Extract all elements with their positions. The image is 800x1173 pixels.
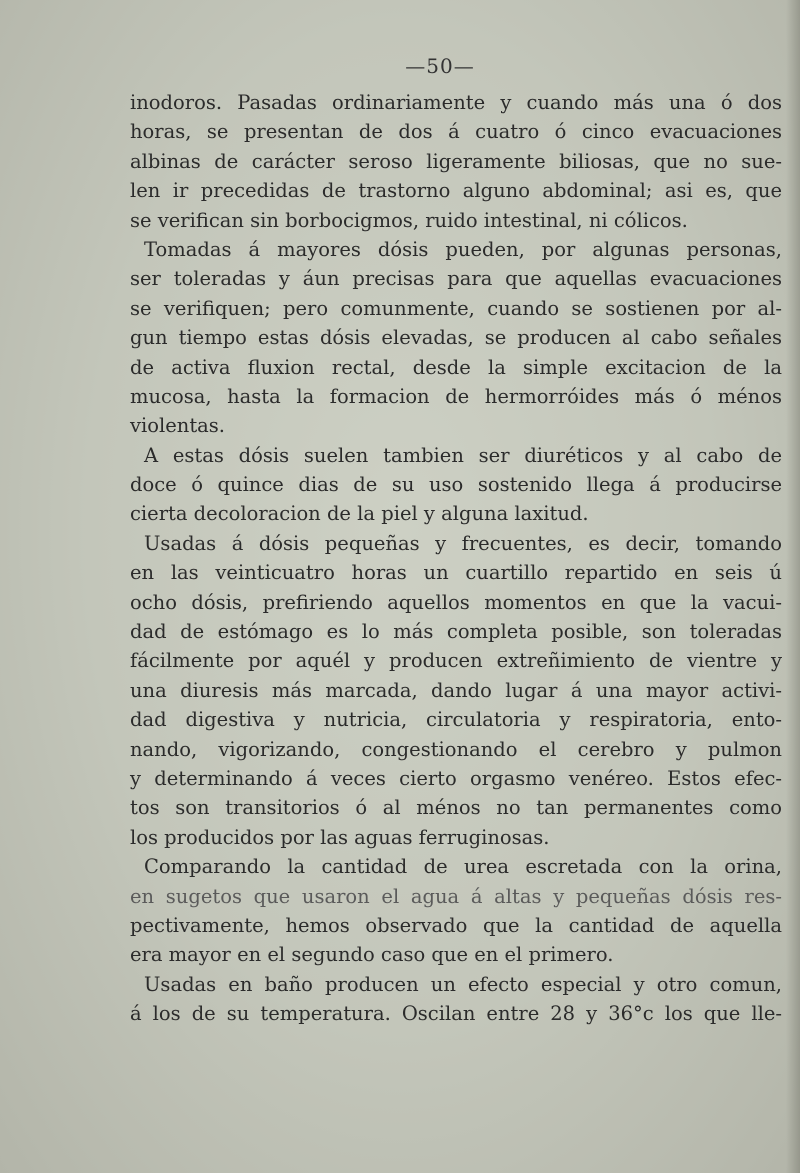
text-line: pectivamente, hemos observado que la cantidad de aquella (130, 913, 782, 937)
text-line: mucosa, hasta la formacion de hermorróides más ó ménos (130, 384, 782, 408)
text-line: se verifican sin borbocigmos, ruido intestinal, ni cólicos. (130, 208, 688, 232)
text-line: y determinando á veces cierto orgasmo venéreo. Estos efec- (130, 766, 782, 790)
text-line: Usadas á dósis pequeñas y frecuentes, es decir, tomando (144, 531, 782, 555)
text-line: en las veinticuatro horas un cuartillo repartido en seis ú (130, 561, 782, 585)
text-line: ser toleradas y áun precisas para que aquellas evacuaciones (130, 267, 782, 291)
text-line: gun tiempo estas dósis elevadas, se producen al cabo señales (130, 326, 782, 350)
text-line: inodoros. Pasadas ordinariamente y cuando más una ó dos (130, 91, 782, 114)
text-line: ocho dósis, prefiriendo aquellos momentos en que la vacui- (130, 590, 782, 614)
text-line: Tomadas á mayores dósis pueden, por algunas personas, (144, 237, 782, 261)
text-line: len ir precedidas de trastorno alguno abdominal; asi es, que (130, 179, 782, 203)
text-line: se verifiquen; pero comunmente, cuando se sostienen por al- (130, 296, 782, 320)
text-line: cierta decoloracion de la piel y alguna laxitud. (130, 502, 589, 526)
text-line: fácilmente por aquél y producen extreñimiento de vientre y (130, 649, 782, 673)
text-line: dad digestiva y nutricia, circulatoria y respiratoria, ento- (130, 708, 782, 732)
text-line: una diuresis más marcada, dando lugar á una mayor activi- (130, 678, 782, 702)
text-line: nando, vigorizando, congestionando el cerebro y pulmon (130, 737, 782, 761)
page-edge-shadow (786, 0, 800, 1173)
text-line: tos son transitorios ó al ménos no tan permanentes como (130, 796, 782, 820)
text-line: Usadas en baño producen un efecto especial y otro comun, (144, 972, 782, 996)
text-line: doce ó quince dias de su uso sostenido llega á producirse (130, 473, 782, 497)
text-line: A estas dósis suelen tambien ser diuréticos y al cabo de (144, 443, 782, 467)
text-line: á los de su temperatura. Oscilan entre 28 y 36°c los que lle- (130, 1002, 782, 1026)
text-line: era mayor en el segundo caso que en el primero. (130, 943, 614, 967)
page-number: —50— (405, 54, 475, 78)
text-line: Comparando la cantidad de urea escretada con la orina, (144, 855, 782, 879)
text-line: dad de estómago es lo más completa posible, son toleradas (130, 620, 782, 644)
text-line: horas, se presentan de dos á cuatro ó cinco evacuaciones (130, 120, 782, 144)
text-line: de activa fluxion rectal, desde la simple excitacion de la (130, 355, 782, 379)
text-line: en sugetos que usaron el agua á altas y pequeñas dósis res- (130, 884, 782, 908)
text-line: los producidos por las aguas ferruginosas. (130, 825, 550, 849)
text-line: albinas de carácter seroso ligeramente biliosas, que no sue- (130, 149, 782, 173)
body-text (130, 88, 782, 1029)
text-line: violentas. (130, 414, 225, 438)
